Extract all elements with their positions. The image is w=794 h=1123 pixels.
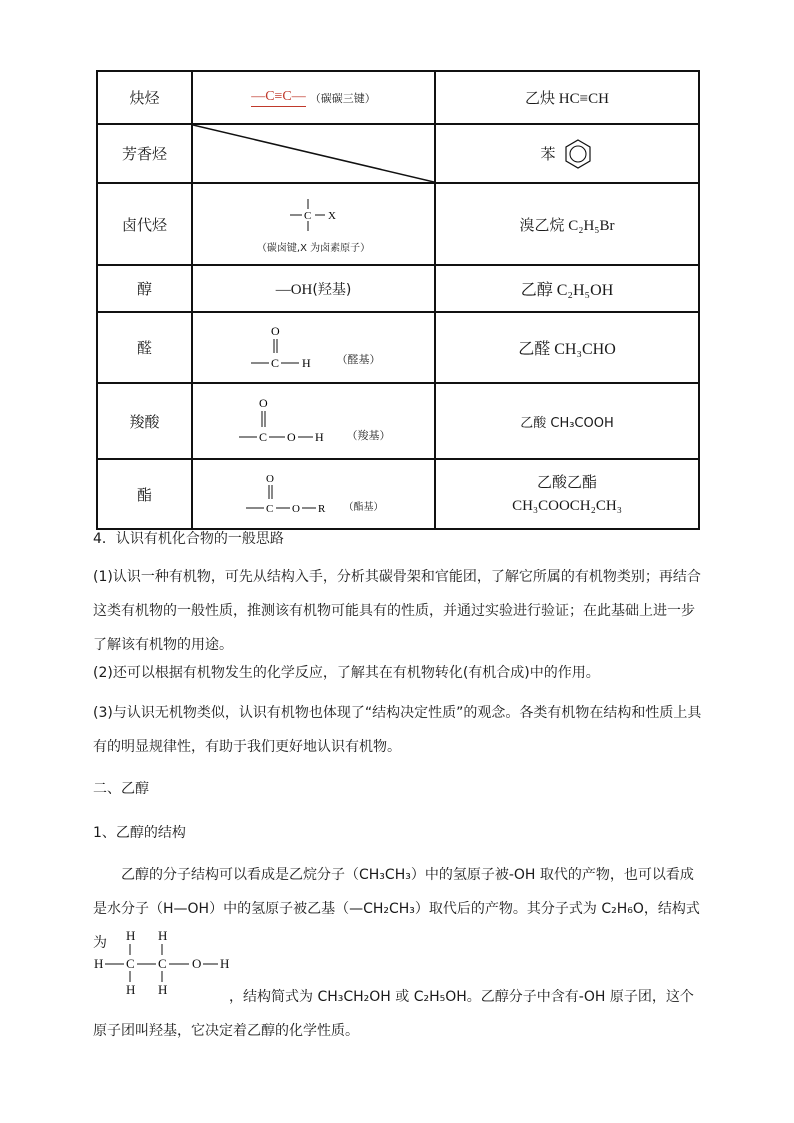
carbon-halogen-structure bbox=[274, 195, 354, 237]
table-row bbox=[97, 124, 699, 183]
example-formula: CH₃COOCH₂CH₃ bbox=[512, 498, 622, 514]
svg-text:H: H bbox=[158, 928, 168, 943]
section-4-title: 4．认识有机化合物的一般思路 bbox=[93, 531, 284, 547]
svg-text:C: C bbox=[258, 430, 267, 444]
svg-text:H: H bbox=[220, 956, 230, 971]
example-cell: 乙炔 HC≡CH bbox=[525, 91, 609, 107]
functional-group-table bbox=[96, 70, 700, 530]
svg-text:O: O bbox=[192, 956, 202, 971]
carboxyl-structure bbox=[237, 395, 347, 447]
svg-text:H: H bbox=[126, 982, 136, 997]
section-4-paragraph-1: (1)认识一种有机物，可先从结构入手，分析其碳骨架和官能团，了解它所属的有机物类别；再结合这类有机物的一般性质，推测该有机物可能具有的性质，并通过实验进行验证；在此基础上进一步了解该有机物的用途。 bbox=[93, 569, 701, 653]
table-row bbox=[97, 71, 699, 124]
table-row bbox=[97, 459, 699, 529]
table-row bbox=[97, 265, 699, 312]
svg-text:O: O bbox=[270, 323, 280, 338]
group-label: （醛基） bbox=[336, 352, 381, 366]
category-cell: 醇 bbox=[136, 280, 152, 298]
hydroxyl-formula: —OH bbox=[275, 281, 313, 298]
example-cell: 溴乙烷 C₂H₅Br bbox=[519, 217, 615, 234]
svg-text:C: C bbox=[270, 355, 279, 370]
example-cell: 乙酸乙酯 bbox=[536, 473, 597, 491]
svg-text:R: R bbox=[317, 503, 325, 515]
section-4-paragraph-2: (2)还可以根据有机物发生的化学反应，了解其在有机物转化(有机合成)中的作用。 bbox=[93, 665, 600, 681]
table-row bbox=[97, 183, 699, 265]
group-label: （碳卤键,X 为卤素原子） bbox=[256, 242, 371, 254]
ethanol-paragraph-2 bbox=[93, 980, 703, 1048]
aldehyde-structure bbox=[247, 323, 337, 373]
category-cell: 卤代烃 bbox=[121, 215, 167, 234]
benzene-ring-icon bbox=[562, 138, 594, 170]
category-cell: 芳香烃 bbox=[121, 145, 167, 163]
svg-text:H: H bbox=[158, 982, 168, 997]
svg-text:H: H bbox=[94, 956, 104, 971]
group-label: （酯基） bbox=[343, 502, 384, 513]
subsection-title: 1、乙醇的结构 bbox=[93, 825, 186, 841]
group-label: （羧基） bbox=[346, 429, 391, 442]
svg-text:C: C bbox=[303, 209, 311, 222]
svg-text:O: O bbox=[258, 396, 268, 410]
svg-text:O: O bbox=[265, 473, 274, 485]
svg-text:O: O bbox=[291, 503, 300, 515]
category-cell: 酯 bbox=[136, 485, 152, 504]
section-4-paragraph-3: (3)与认识无机物类似，认识有机物也体现了“结构决定性质”的观念。各类有机物在结构和性质上具有的明显规律性，有助于我们更好地认识有机物。 bbox=[93, 705, 702, 755]
svg-text:C: C bbox=[126, 956, 135, 971]
section-2-title: 二、乙醇 bbox=[93, 781, 149, 797]
svg-text:H: H bbox=[126, 928, 136, 943]
category-cell: 醛 bbox=[136, 339, 152, 357]
example-cell: 乙醛 CH₃CHO bbox=[518, 341, 616, 358]
category-cell: 羧酸 bbox=[129, 412, 160, 431]
svg-text:H: H bbox=[314, 430, 324, 444]
svg-text:C: C bbox=[158, 956, 167, 971]
triple-bond-formula: —C≡C— bbox=[251, 89, 306, 107]
group-label: (羟基) bbox=[312, 281, 352, 298]
ethanol-paragraph-1: 乙醇的分子结构可以看成是乙烷分子（CH₃CH₃）中的氢原子被-OH 取代的产物，也可以看成是水分子（H—OH）中的氢原子被乙基（—CH₂CH₃）取代后的产物。其分子式为 C₂H₆O，结构式为 bbox=[93, 867, 700, 951]
svg-text:H: H bbox=[301, 355, 311, 370]
table-row bbox=[97, 312, 699, 383]
example-cell: 乙酸 CH₃COOH bbox=[520, 415, 614, 431]
category-cell: 炔烃 bbox=[129, 89, 160, 107]
example-cell: 乙醇 C₂H₅OH bbox=[520, 282, 614, 299]
svg-text:O: O bbox=[286, 430, 296, 444]
example-cell: 苯 bbox=[540, 145, 556, 163]
ester-structure bbox=[244, 471, 344, 517]
group-label: （碳碳三键） bbox=[309, 91, 376, 105]
diagonal-slash-icon bbox=[193, 125, 434, 182]
table-row bbox=[97, 383, 699, 459]
svg-text:X: X bbox=[327, 209, 336, 222]
svg-text:C: C bbox=[265, 503, 273, 515]
ethanol-paragraph-2-text: ，结构简式为 CH₃CH₂OH 或 C₂H₅OH。乙醇分子中含有-OH 原子团，这个原子团叫羟基，它决定着乙醇的化学性质。 bbox=[93, 989, 694, 1039]
